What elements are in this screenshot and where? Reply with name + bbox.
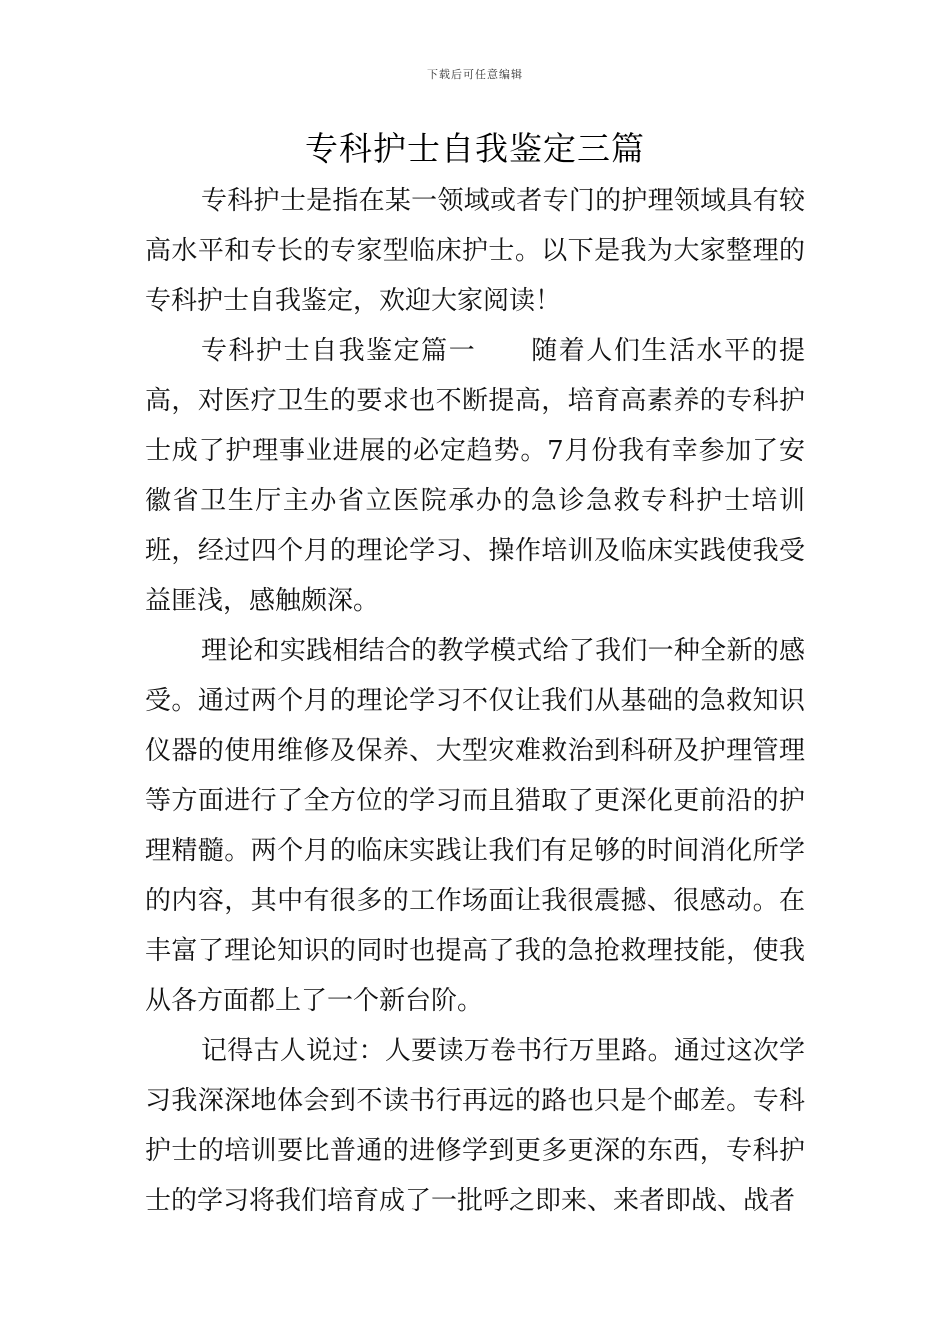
paragraph-section-one: 专科护士自我鉴定篇一 随着人们生活水平的提高，对医疗卫生的要求也不断提高，培育高素养的专科护士成了护理事业进展的必定趋势。7月份我有幸参加了安徽省卫生厅主办省立医院承办的急诊急救专科护士培训班，经过四个月的理论学习、操作培训及临床实践使我受益匪浅，感触颇深。 xyxy=(145,336,805,616)
paragraph-theory-practice: 理论和实践相结合的教学模式给了我们一种全新的感受。通过两个月的理论学习不仅让我们从基础的急救知识仪器的使用维修及保养、大型灾难救治到科研及护理管理等方面进行了全方位的学习而且猎取了更深化更前沿的护理精髓。两个月的临床实践让我们有足够的时间消化所学的内容，其中有很多的工作场面让我很震撼、很感动。在丰富了理论知识的同时也提高了我的急抢救理技能，使我从各方面都上了一个新台阶。 xyxy=(145,636,805,1016)
header-note: 下载后可任意编辑 xyxy=(427,68,523,81)
document-body xyxy=(145,176,805,1226)
document-title: 专科护士自我鉴定三篇 xyxy=(305,129,645,168)
paragraph-reflection: 记得古人说过：人要读万卷书行万里路。通过这次学习我深深地体会到不读书行再远的路也只是个邮差。专科护士的培训要比普通的进修学到更多更深的东西，专科护士的学习将我们培育成了一批呼之即来、来者即战、战者 xyxy=(145,1036,805,1216)
paragraph-intro: 专科护士是指在某一领域或者专门的护理领域具有较高水平和专长的专家型临床护士。以下是我为大家整理的专科护士自我鉴定，欢迎大家阅读！ xyxy=(145,186,805,316)
